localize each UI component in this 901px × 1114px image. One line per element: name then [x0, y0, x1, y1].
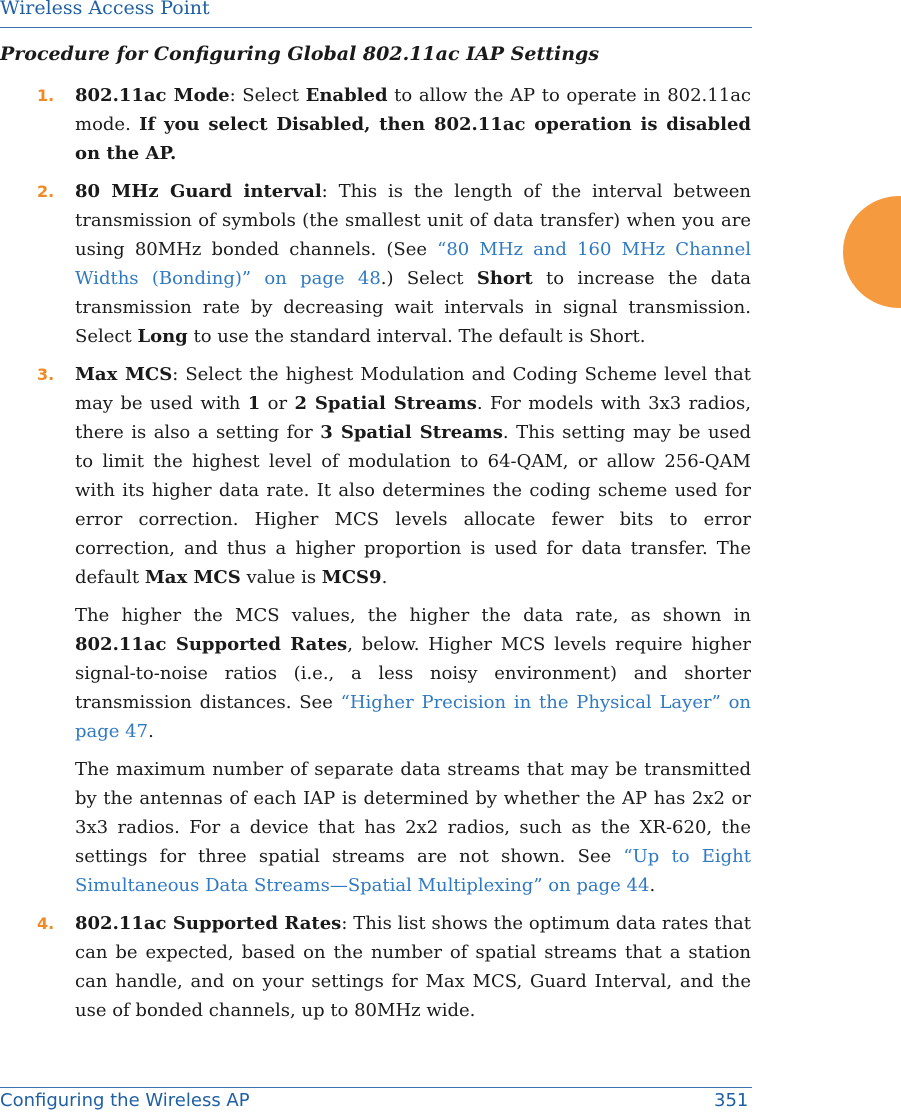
paragraph-text: The maximum number of separate data streams that may be transmitted by the antennas of each IAP is determined by whether the AP has 2x2 or 3x3 radios. For a device that has 2x2 radios, such as the XR-620, the settings for three spatial streams are not shown. See [75, 759, 751, 867]
item-term: 802.11ac Supported Rates [75, 913, 342, 934]
footer-rule [0, 1087, 752, 1088]
item-number: 1. [37, 86, 55, 105]
page-number: 351 [714, 1090, 749, 1111]
item-text: to allow the AP to operate in 802.11ac mode. [75, 85, 752, 135]
item-text: to use the standard interval. The default is Short. [187, 326, 646, 347]
cross-reference-link[interactable]: “Higher Precision in the Physical Layer” on page 47 [75, 692, 752, 742]
item-text: : Select the highest Modulation and Coding Scheme level that may be used with [75, 364, 751, 414]
paragraph-spatial-streams [37, 755, 751, 900]
bold-note: If you select Disabled, then 802.11ac operation is disabled on the AP. [75, 114, 751, 164]
paragraph-text: . [148, 721, 154, 742]
bold-term: 2 Spatial Streams [294, 393, 477, 414]
list-item [37, 909, 751, 1025]
item-text: . For models with 3x3 radios, there is also a setting for [75, 393, 752, 443]
bold-term: 802.11ac Supported Rates [75, 634, 348, 655]
item-number: 3. [37, 365, 55, 384]
paragraph-text: , below. Higher MCS levels require higher signal-to-noise ratios (i.e., a less noisy environment) and shorter transmission distances. See [75, 634, 751, 713]
item-text: or [260, 393, 295, 414]
list-item [37, 360, 751, 592]
bold-term: Short [476, 268, 533, 289]
procedure-content [37, 81, 751, 1034]
bold-term: Enabled [305, 85, 388, 106]
item-term: 80 MHz Guard interval [75, 181, 322, 202]
cross-reference-link[interactable]: “Up to Eight Simultaneous Data Streams—Spatial Multiplexing” on page 44 [75, 846, 751, 896]
item-text: . [381, 567, 388, 588]
item-text: . This setting may be used to limit the highest level of modulation to 64-QAM, or allow 256-QAM with its higher data rate. It also determines the coding scheme used for error correction. Higher MCS levels allocate fewer bits to error correction, and thus a higher proportion is used for data transfer. The default [75, 422, 751, 588]
section-title: Procedure for Configuring Global 802.11ac IAP Settings [0, 43, 600, 65]
paragraph-mcs-rates [37, 601, 751, 746]
footer-section-title: Configuring the Wireless AP [0, 1090, 250, 1111]
paragraph-text: The higher the MCS values, the higher the data rate, as shown in [75, 605, 751, 626]
item-text: : Select [229, 85, 306, 106]
paragraph-text: . [649, 875, 656, 896]
list-item [37, 81, 751, 168]
bold-term: 1 [247, 393, 261, 414]
item-number: 4. [37, 914, 55, 933]
item-term: Max MCS [75, 364, 173, 385]
bold-term: Max MCS [144, 567, 241, 588]
item-term: 802.11ac Mode [75, 85, 230, 106]
item-text: : This list shows the optimum data rates that can be expected, based on the number of spatial streams that a station can handle, and on your settings for Max MCS, Guard Interval, and the use of bonded channels, up to 80MHz wide. [75, 913, 751, 1021]
running-header: Wireless Access Point [0, 0, 210, 19]
bold-term: 3 Spatial Streams [320, 422, 503, 443]
list-item [37, 177, 751, 351]
bold-term: Long [137, 326, 188, 347]
cross-reference-link[interactable]: “80 MHz and 160 MHz Channel Widths (Bonding)” on page 48 [75, 239, 751, 289]
chapter-tab-marker [843, 196, 901, 308]
header-rule [0, 27, 752, 28]
item-text: to increase the data transmission rate by decreasing wait intervals in signal transmission. Select [75, 268, 751, 347]
item-number: 2. [37, 182, 55, 201]
bold-term: MCS9 [321, 567, 382, 588]
item-text: : This is the length of the interval between transmission of symbols (the smallest unit of data transfer) when you are using 80MHz bonded channels. (See [75, 181, 751, 260]
item-text: .) Select [380, 268, 477, 289]
item-text: value is [240, 567, 322, 588]
